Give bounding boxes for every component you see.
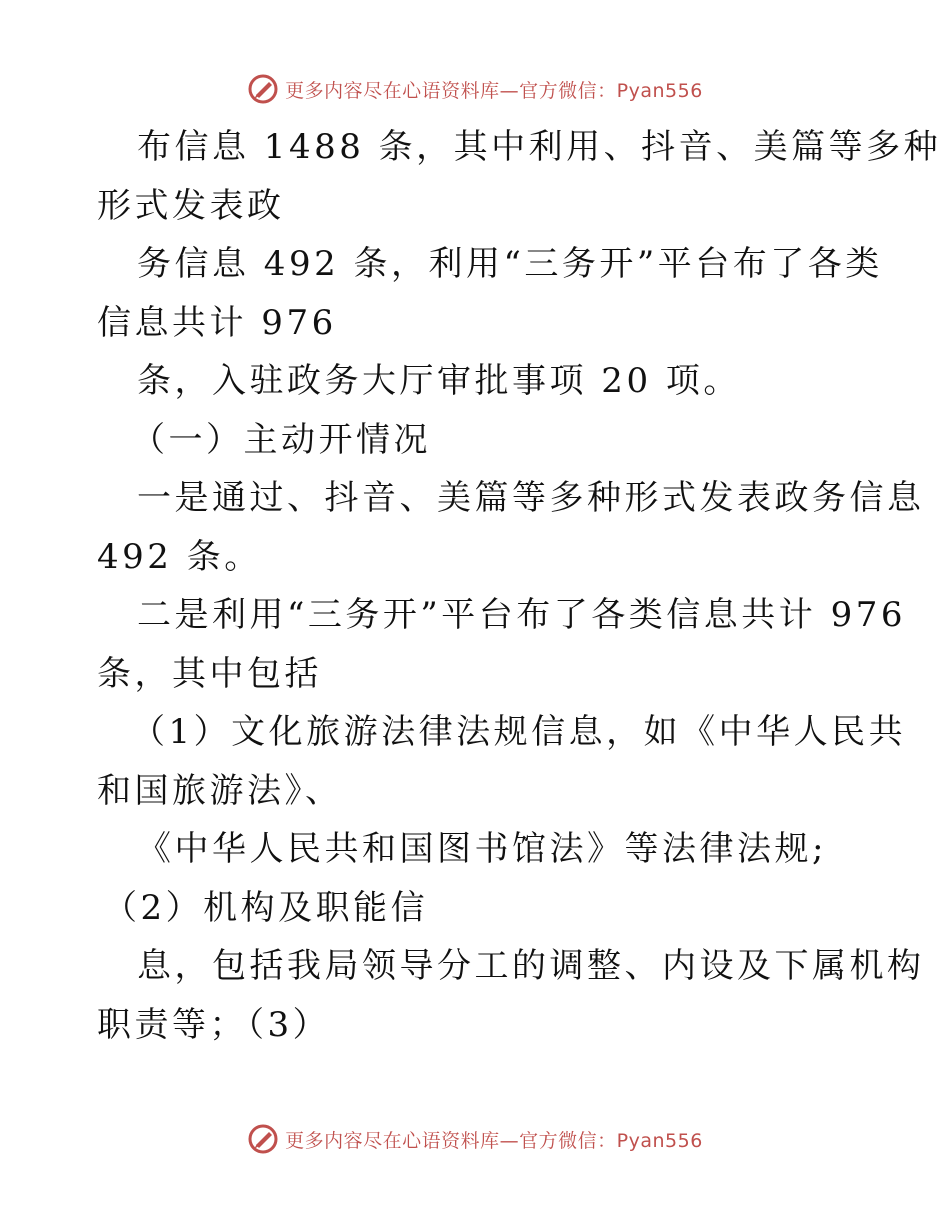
text-line: 布信息 1488 条，其中利用、抖音、美篇等多种 (137, 127, 942, 167)
text-line: 《中华人民共和国图书馆法》等法律法规; (137, 829, 827, 869)
text-line: 形式发表政 (97, 185, 285, 226)
text-line: 务信息 492 条，利用“三务开”平台布了各类 (137, 244, 883, 284)
watermark-text: 更多内容尽在心语资料库—官方微信：Pyan556 (285, 79, 703, 102)
text-line: 条，入驻政务大厅审批事项 20 项。 (137, 361, 741, 401)
text-line: （2）机构及职能信 (103, 887, 429, 928)
header-watermark (0, 72, 950, 106)
document-body (97, 118, 942, 1054)
watermark-text: 更多内容尽在心语资料库—官方微信：Pyan556 (285, 1129, 703, 1152)
text-line: 信息共计 976 (97, 302, 337, 343)
text-line: 二是利用“三务开”平台布了各类信息共计 976 (137, 595, 906, 635)
text-line: 492 条。 (97, 536, 262, 577)
section-heading: （一）主动开情况 (131, 419, 431, 460)
footer-watermark (0, 1122, 950, 1156)
text-line: （1）文化旅游法律法规信息，如《中华人民共 (131, 712, 907, 752)
text-line: 职责等；（3） (97, 1004, 331, 1045)
text-line: 息，包括我局领导分工的调整、内设及下属机构 (137, 946, 925, 986)
pen-logo-icon (247, 73, 279, 105)
pen-logo-icon (247, 1123, 279, 1155)
text-line: 一是通过、抖音、美篇等多种形式发表政务信息 (137, 478, 925, 518)
text-line: 和国旅游法》、 (97, 770, 343, 811)
text-line: 条，其中包括 (97, 653, 322, 694)
